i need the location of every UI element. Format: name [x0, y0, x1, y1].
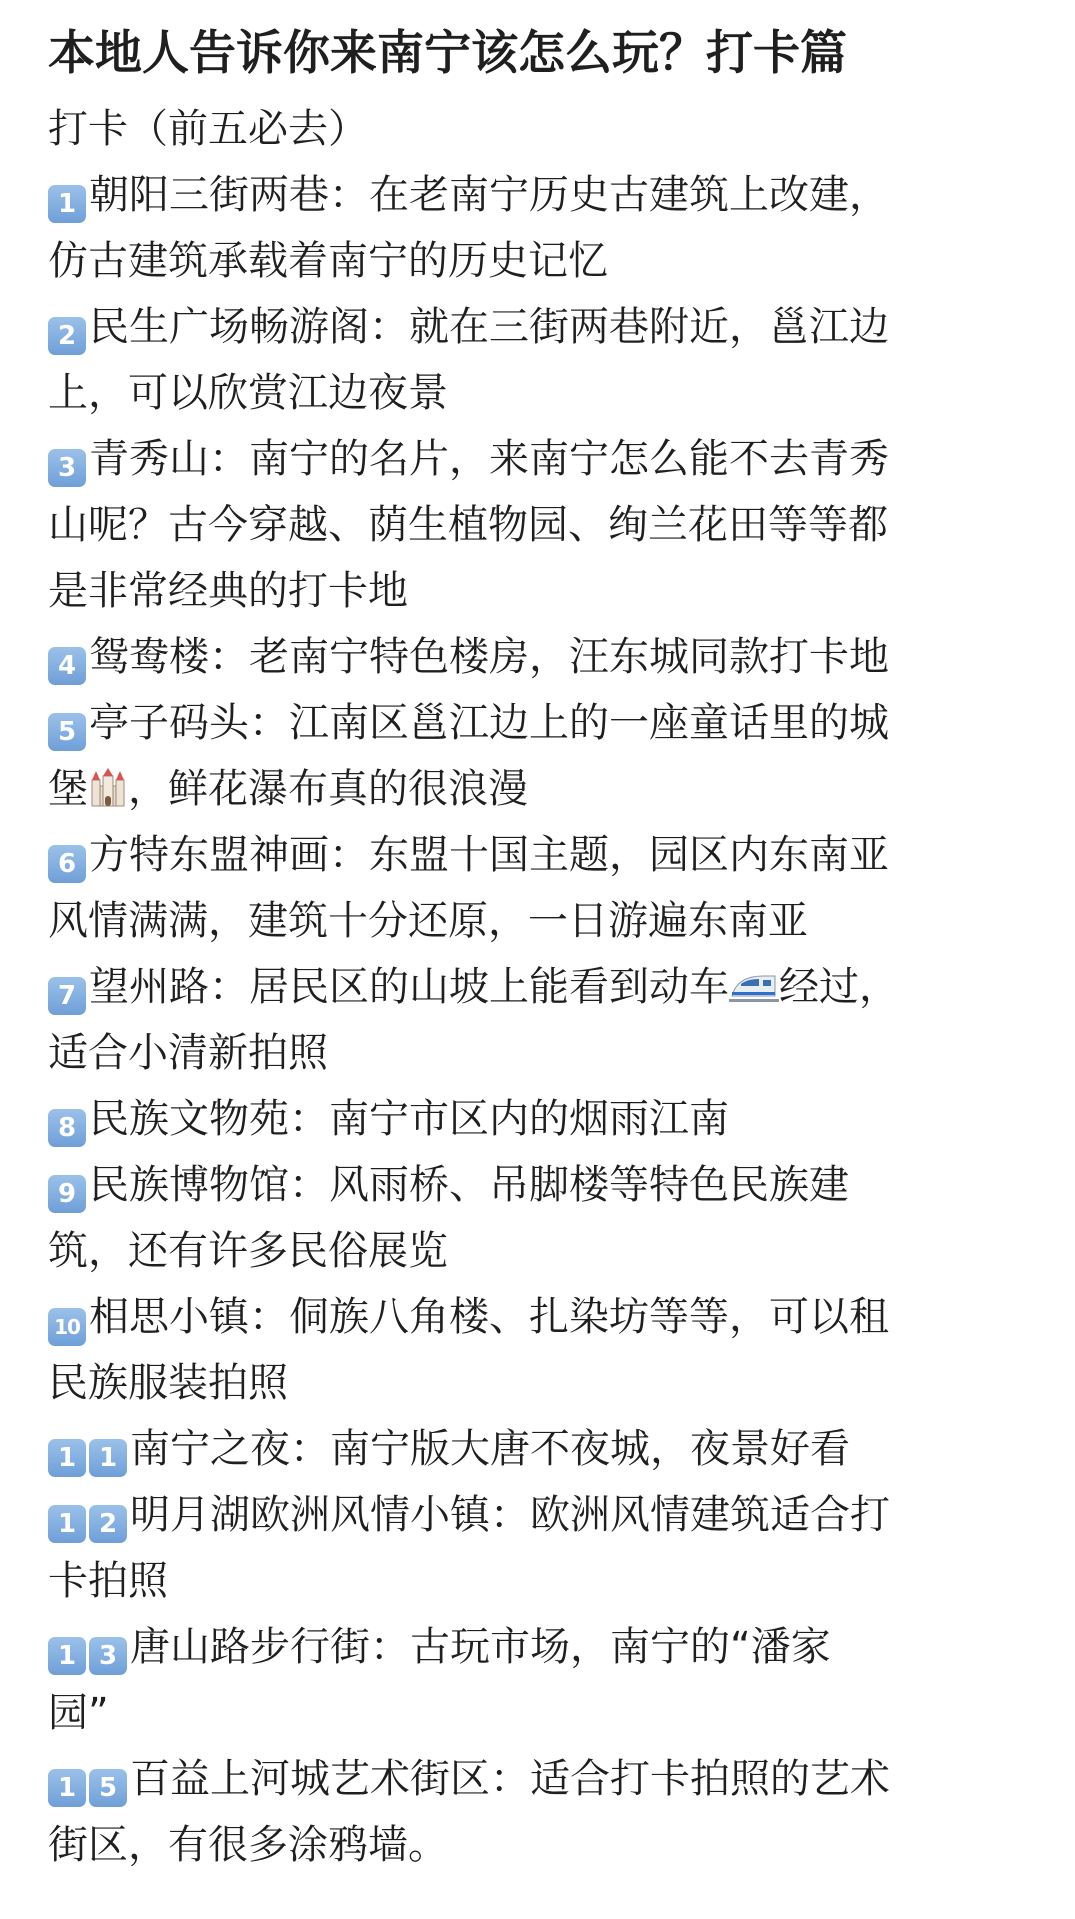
- item-text: 民族文物苑：南宁市区内的烟雨江南: [89, 1096, 729, 1142]
- keycap-icon: 9: [48, 1175, 86, 1213]
- page-title: 本地人告诉你来南宁该怎么玩？打卡篇: [48, 26, 847, 81]
- item-text-continued: 民族服装拍照: [48, 1360, 288, 1406]
- item-text: 明月湖欧洲风情小镇：欧洲风情建筑适合打: [130, 1492, 890, 1538]
- list-item-5: [48, 690, 1047, 822]
- item-text-continued: 是非常经典的打卡地: [48, 568, 408, 614]
- keycap-icon: 1: [48, 1637, 86, 1675]
- list-item-8: [48, 1086, 1047, 1152]
- section-subtitle: 打卡（前五必去）: [48, 106, 368, 152]
- item-text: 百益上河城艺术街区：适合打卡拍照的艺术: [130, 1756, 890, 1802]
- item-text: 青秀山：南宁的名片，来南宁怎么能不去青秀: [89, 436, 889, 482]
- item-text: 经过，: [779, 964, 899, 1010]
- keycap-icon: 5: [48, 713, 86, 751]
- keycap-icon: 1: [48, 1439, 86, 1477]
- keycap-icon: 4: [48, 647, 86, 685]
- item-text-continued: 堡: [48, 766, 88, 812]
- list-item-6: [48, 822, 1047, 954]
- keycap-icon: 8: [48, 1109, 86, 1147]
- bullet-train-icon: [729, 966, 779, 1006]
- item-text-continued: 上，可以欣赏江边夜景: [48, 370, 448, 416]
- list-item-11: [48, 1416, 1047, 1482]
- item-text-continued: 风情满满，建筑十分还原，一日游遍东南亚: [48, 898, 808, 944]
- castle-icon: [88, 768, 128, 808]
- item-text: 望州路：居民区的山坡上能看到动车: [89, 964, 729, 1010]
- list-item-1: [48, 162, 1047, 294]
- list-item-12: [48, 1482, 1047, 1614]
- item-text: 民族博物馆：风雨桥、吊脚楼等特色民族建: [89, 1162, 849, 1208]
- keycap-icon: 6: [48, 845, 86, 883]
- item-text: 南宁之夜：南宁版大唐不夜城，夜景好看: [130, 1426, 850, 1472]
- item-text: 亭子码头：江南区邕江边上的一座童话里的城: [89, 700, 889, 746]
- item-text: 相思小镇：侗族八角楼、扎染坊等等，可以租: [89, 1294, 889, 1340]
- item-text-continued: 山呢？古今穿越、荫生植物园、绚兰花田等等都: [48, 502, 888, 548]
- keycap-icon: 1: [48, 1505, 86, 1543]
- item-text-continued: 筑，还有许多民俗展览: [48, 1228, 448, 1274]
- keycap-icon: 1: [89, 1439, 127, 1477]
- keycap-icon: 10: [48, 1308, 86, 1346]
- item-text-continued: ，鲜花瀑布真的很浪漫: [128, 766, 528, 812]
- keycap-icon: 3: [48, 449, 86, 487]
- list-item-2: [48, 294, 1047, 426]
- item-text-continued: 卡拍照: [48, 1558, 168, 1604]
- keycap-icon: 2: [89, 1505, 127, 1543]
- item-text: 方特东盟神画：东盟十国主题，园区内东南亚: [89, 832, 889, 878]
- list-item-3: [48, 426, 1047, 624]
- item-text: 朝阳三街两巷：在老南宁历史古建筑上改建，: [89, 172, 889, 218]
- item-text: 唐山路步行街：古玩市场，南宁的“潘家: [130, 1624, 831, 1670]
- list-item-7: [48, 954, 1047, 1086]
- keycap-icon: 5: [89, 1769, 127, 1807]
- list-item-13: [48, 1614, 1047, 1746]
- keycap-icon: 7: [48, 977, 86, 1015]
- keycap-icon: 1: [48, 1769, 86, 1807]
- keycap-icon: 3: [89, 1637, 127, 1675]
- item-text-continued: 仿古建筑承载着南宁的历史记忆: [48, 238, 608, 284]
- item-text: 民生广场畅游阁：就在三街两巷附近，邕江边: [89, 304, 889, 350]
- list-item-9: [48, 1152, 1047, 1284]
- list-item-15: [48, 1746, 1047, 1878]
- list-item-10: [48, 1284, 1047, 1416]
- item-text-continued: 园”: [48, 1690, 109, 1736]
- list-item-4: [48, 624, 1047, 690]
- item-text-continued: 街区，有很多涂鸦墙。: [48, 1822, 448, 1868]
- keycap-icon: 2: [48, 317, 86, 355]
- item-text: 鸳鸯楼：老南宁特色楼房，汪东城同款打卡地: [89, 634, 889, 680]
- keycap-icon: 1: [48, 185, 86, 223]
- item-text-continued: 适合小清新拍照: [48, 1030, 328, 1076]
